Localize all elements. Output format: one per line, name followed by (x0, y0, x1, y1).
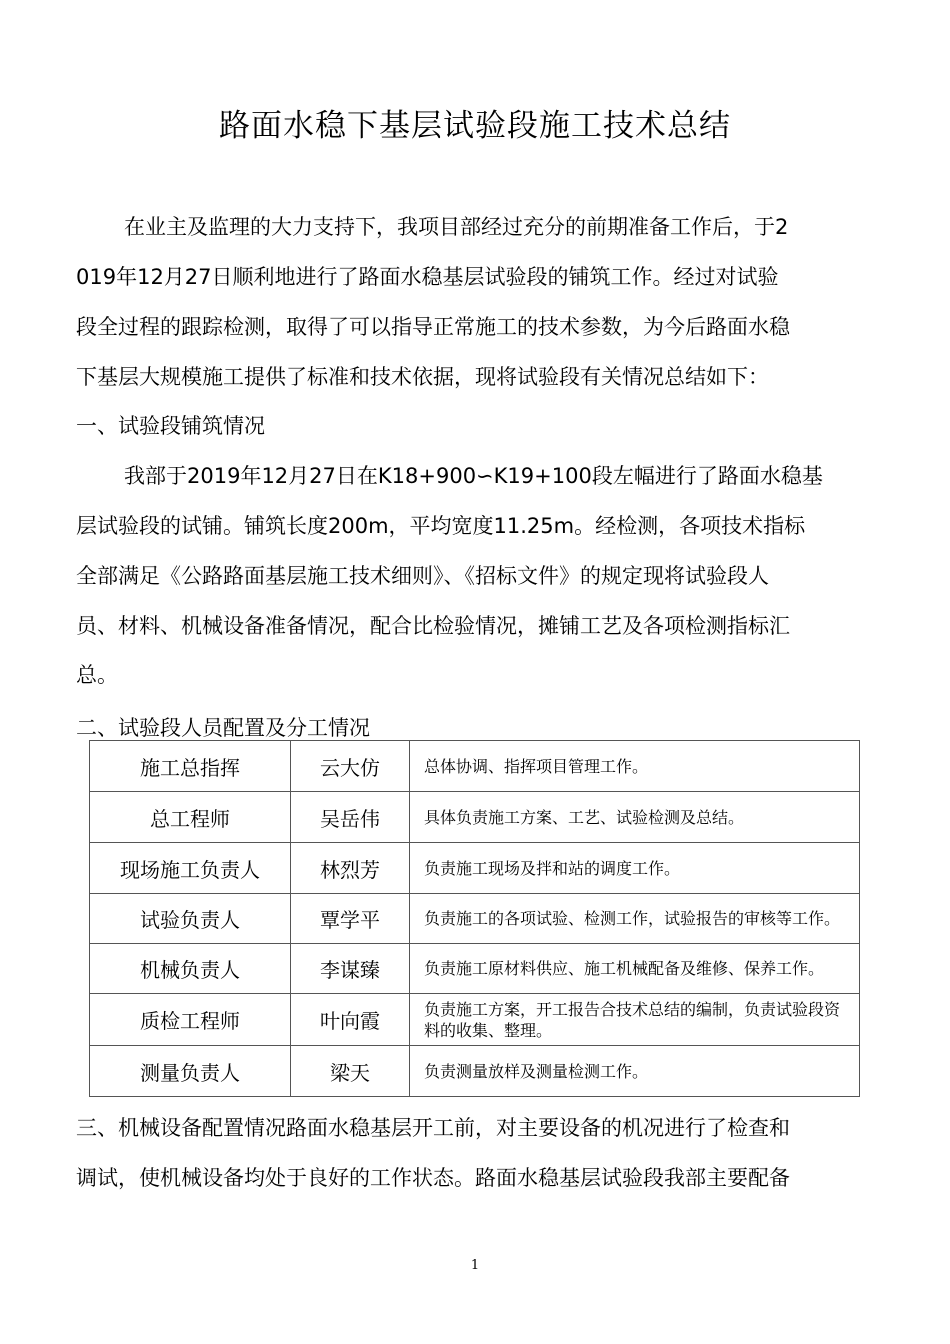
role-cell: 现场施工负责人 (90, 843, 291, 894)
name-cell: 覃学平 (291, 894, 410, 944)
name-cell: 李谋臻 (291, 944, 410, 994)
name-cell: 梁天 (291, 1046, 410, 1097)
paragraph-section1-line: 我部于2019年12月27日在K18+900∽K19+100段左幅进行了路面水稳基 (124, 464, 823, 488)
table-row (90, 1046, 860, 1097)
paragraph-intro-line: 019年12月27日顺利地进行了路面水稳基层试验段的铺筑工作。经过对试验 (76, 265, 779, 289)
section-heading-1: 一、试验段铺筑情况 (76, 414, 265, 438)
duty-cell: 负责施工现场及拌和站的调度工作。 (410, 843, 860, 894)
role-cell: 施工总指挥 (90, 741, 291, 792)
duty-cell: 具体负责施工方案、工艺、试验检测及总结。 (410, 792, 860, 843)
table-row (90, 843, 860, 894)
name-cell: 云大仿 (291, 741, 410, 792)
paragraph-intro-line: 下基层大规模施工提供了标准和技术依据，现将试验段有关情况总结如下： (76, 365, 769, 389)
paragraph-section1-line: 全部满足《公路路面基层施工技术细则》、《招标文件》的规定现将试验段人 (76, 564, 769, 588)
paragraph-section3-line: 三、机械设备配置情况路面水稳基层开工前，对主要设备的机况进行了检查和 (76, 1116, 790, 1140)
paragraph-section1-line: 总。 (76, 663, 118, 687)
staff-table (89, 740, 860, 1097)
duty-cell: 负责施工原材料供应、施工机械配备及维修、保养工作。 (410, 944, 860, 994)
duty-cell: 总体协调、指挥项目管理工作。 (410, 741, 860, 792)
paragraph-section3-line: 调试，使机械设备均处于良好的工作状态。路面水稳基层试验段我部主要配备 (76, 1166, 790, 1190)
page-title: 路面水稳下基层试验段施工技术总结 (219, 108, 731, 144)
name-cell: 林烈芳 (291, 843, 410, 894)
duty-cell: 负责施工方案，开工报告合技术总结的编制，负责试验段资料的收集、整理。 (410, 994, 860, 1046)
paragraph-section1-line: 层试验段的试铺。铺筑长度200m，平均宽度11.25m。经检测，各项技术指标 (76, 514, 806, 538)
table-row (90, 944, 860, 994)
name-cell: 叶向霞 (291, 994, 410, 1046)
role-cell: 质检工程师 (90, 994, 291, 1046)
table-row (90, 994, 860, 1046)
paragraph-intro-line: 段全过程的跟踪检测，取得了可以指导正常施工的技术参数，为今后路面水稳 (76, 315, 790, 339)
role-cell: 试验负责人 (90, 894, 291, 944)
table-row (90, 741, 860, 792)
table-row (90, 792, 860, 843)
duty-cell: 负责测量放样及测量检测工作。 (410, 1046, 860, 1097)
section-heading-2: 二、试验段人员配置及分工情况 (76, 716, 370, 740)
role-cell: 总工程师 (90, 792, 291, 843)
paragraph-intro-line: 在业主及监理的大力支持下，我项目部经过充分的前期准备工作后，于2 (124, 215, 789, 239)
table-row (90, 894, 860, 944)
duty-cell: 负责施工的各项试验、检测工作，试验报告的审核等工作。 (410, 894, 860, 944)
page-number: 1 (470, 1258, 480, 1273)
role-cell: 测量负责人 (90, 1046, 291, 1097)
name-cell: 吴岳伟 (291, 792, 410, 843)
role-cell: 机械负责人 (90, 944, 291, 994)
paragraph-section1-line: 员、材料、机械设备准备情况，配合比检验情况，摊铺工艺及各项检测指标汇 (76, 614, 790, 638)
